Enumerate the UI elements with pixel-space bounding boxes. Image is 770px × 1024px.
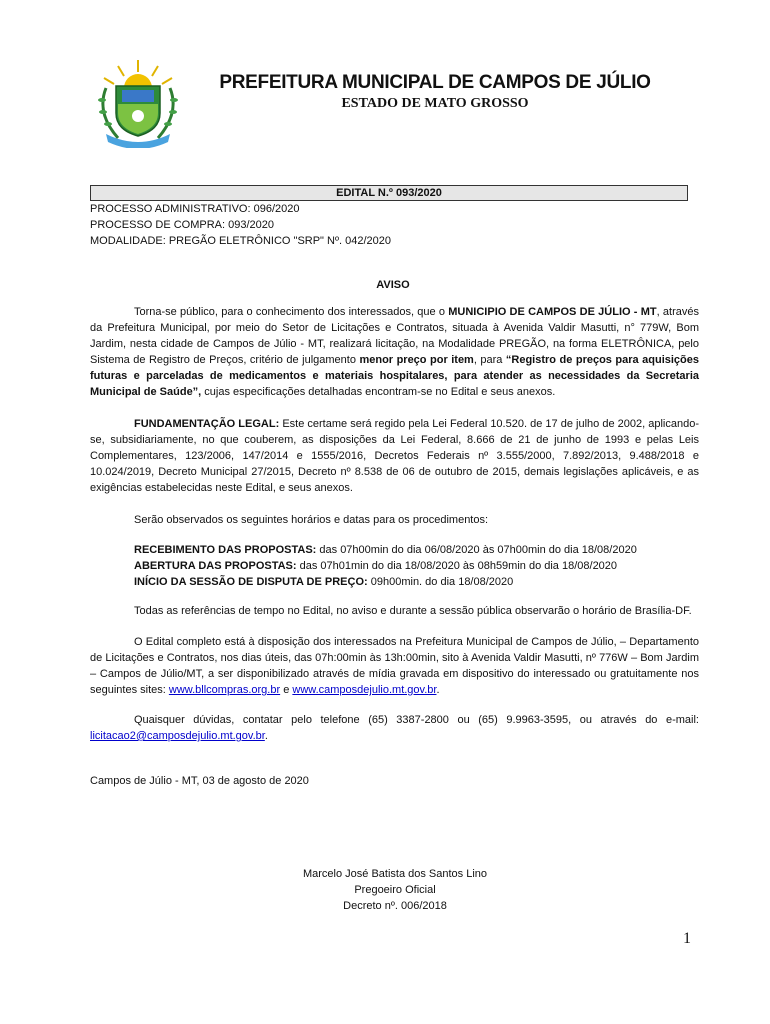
schedule-dispute bbox=[134, 574, 513, 590]
page-title: PREFEITURA MUNICIPAL DE CAMPOS DE JÚLIO bbox=[219, 72, 651, 93]
judgement-criterion: menor preço por item bbox=[359, 354, 474, 366]
time-reference-paragraph: Todas as referências de tempo no Edital, no aviso e durante a sessão pública observarão o horário de Brasília-DF. bbox=[134, 605, 692, 617]
text-span: Torna-se público, para o conhecimento dos interessados, que o bbox=[134, 306, 449, 318]
signer-name: Marcelo José Batista dos Santos Lino bbox=[302, 868, 488, 880]
aviso-heading: AVISO bbox=[376, 279, 410, 291]
text-span: O Edital completo está à disposição dos interessados na Prefeitura Municipal de Campos de Júlio, – Departamento de Licitações e Contratos, nos dias úteis, das 07h:00min às 13h:00min, sito à Avenida Valdir Masutti, nº 776W – Bom Jardim – Campos de Júlio/MT, a ser disponibilizado através de mídia gravada em dispositivo do interessado ou gratuitamente nos seguintes sites: bbox=[90, 636, 699, 696]
schedule-label: ABERTURA DAS PROPOSTAS: bbox=[134, 560, 297, 572]
edital-number-box: EDITAL N.º 093/2020 bbox=[90, 185, 688, 201]
processo-administrativo: PROCESSO ADMINISTRATIVO: 096/2020 bbox=[90, 203, 300, 215]
text-span: . bbox=[436, 684, 440, 696]
text-span: cujas especificações detalhadas encontram-se no Edital e seus anexos. bbox=[201, 386, 556, 398]
date-line: Campos de Júlio - MT, 03 de agosto de 2020 bbox=[90, 775, 309, 787]
legal-basis-paragraph bbox=[90, 416, 699, 496]
schedule-value: das 07h01min do dia 18/08/2020 às 08h59min do dia 18/08/2020 bbox=[296, 560, 618, 572]
page-number: 1 bbox=[683, 930, 691, 947]
municipal-coat-of-arms-icon bbox=[88, 58, 188, 148]
availability-paragraph bbox=[90, 634, 699, 698]
schedule-label: RECEBIMENTO DAS PROPOSTAS: bbox=[134, 544, 317, 556]
page-subtitle: ESTADO DE MATO GROSSO bbox=[341, 96, 529, 111]
text-span: Este certame será regido pela Lei Federal 10.520. de 17 de julho de 2002, aplicando-se, subsidiariamente, no que couberem, as disposições da Lei Federal, 8.666 de 21 de junho de 1993 e pelas Leis Complementares, 123/2006, 147/2014 e 1555/2016, Decretos Federais nº 3.555/2000, 7.892/2013, 9.488/2018 e 10.024/2019, Decreto Municipal 27/2015, Decreto nº 8.538 de 06 de outubro de 2015, demais legislações aplicáveis, e as exigências estabelecidas neste Edital, e seus anexos. bbox=[90, 418, 699, 494]
schedule-label: INÍCIO DA SESSÃO DE DISPUTA DE PREÇO: bbox=[134, 576, 368, 588]
schedule-intro: Serão observados os seguintes horários e datas para os procedimentos: bbox=[134, 514, 489, 526]
contact-paragraph bbox=[90, 712, 699, 744]
text-span: e bbox=[280, 684, 293, 696]
schedule-opening bbox=[134, 558, 617, 574]
schedule-receipt bbox=[134, 542, 637, 558]
processo-compra: PROCESSO DE COMPRA: 093/2020 bbox=[90, 219, 275, 231]
object-description: “Registro de preços para aquisições futuras e parceladas de medicamentos e materiais hospitalares, para atender as necessidades da Secretaria Municipal de Saúde”, bbox=[90, 354, 699, 398]
aviso-paragraph-1 bbox=[90, 304, 699, 400]
signer-role: Pregoeiro Oficial bbox=[354, 884, 436, 896]
signer-decree: Decreto nº. 006/2018 bbox=[343, 900, 447, 912]
email-link[interactable]: licitacao2@camposdejulio.mt.gov.br bbox=[90, 730, 265, 742]
modalidade: MODALIDADE: PREGÃO ELETRÔNICO "SRP" Nº. 042/2020 bbox=[90, 235, 391, 247]
schedule-value: das 07h00min do dia 06/08/2020 às 07h00min do dia 18/08/2020 bbox=[316, 544, 637, 556]
text-span: , através da Prefeitura Municipal, por meio do Setor de Licitações e Contratos, situada à Avenida Valdir Masutti, n° 779W, Bom Jardim, nesta cidade de Campos de Júlio - MT, realizará licitação, na Modalidade PREGÃO, na forma ELETRÔNICA, pelo Sistema de Registro de Preços, critério de julgamento bbox=[90, 306, 699, 366]
schedule-value: 09h00min. do dia 18/08/2020 bbox=[367, 576, 514, 588]
municipality-name: MUNICIPIO DE CAMPOS DE JÚLIO - MT bbox=[448, 306, 657, 318]
camposdejulio-link[interactable]: www.camposdejulio.mt.gov.br bbox=[292, 684, 437, 696]
text-span: , para bbox=[473, 354, 506, 366]
bllcompras-link[interactable]: www.bllcompras.org.br bbox=[168, 684, 281, 696]
text-span: . bbox=[264, 730, 268, 742]
text-span: Quaisquer dúvidas, contatar pelo telefone (65) 3387-2800 ou (65) 9.9963-3595, ou através do e-mail: bbox=[134, 714, 699, 726]
legal-basis-label: FUNDAMENTAÇÃO LEGAL: bbox=[134, 418, 280, 430]
